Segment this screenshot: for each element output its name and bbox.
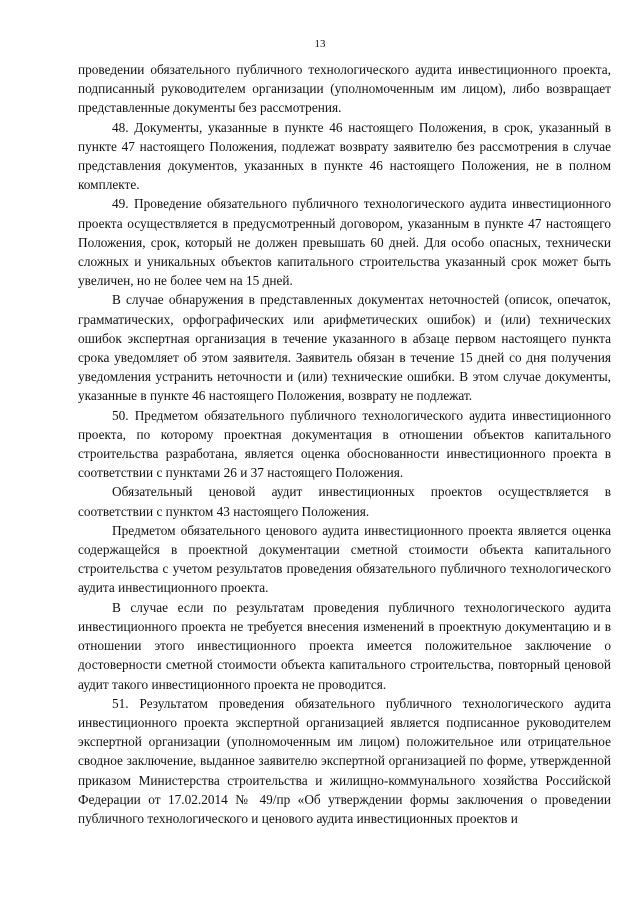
paragraph-item-50: 50. Предметом обязательного публичного технологического аудита инвестиционного проекта, по которому проектная документация в отношении объектов капитального строительства разработана, является оценка обоснованности инвестиционного проекта в соответствии с пунктами 26 и 37 настоящего Положения. [78, 407, 611, 481]
paragraph-item-49-errors: В случае обнаружения в представленных документах неточностей (описок, опечаток, грамматических, орфографических или арифметических ошибок) и (или) технических ошибок экспертная организация в течение указанного в абзаце первом настоящего пункта срока уведомляет об этом заявителя. Заявитель обязан в течение 15 дней со дня получения уведомления устранить неточности и (или) технические ошибки. В этом случае документы, указанные в пункте 46 настоящего Положения, возврату не подлежат. [78, 292, 611, 404]
paragraph-item-49: 49. Проведение обязательного публичного технологического аудита инвестиционного проекта осуществляется в предусмотренный договором, указанным в пункте 47 настоящего Положения, срок, который не должен превышать 60 дней. Для особо опасных, технически сложных и уникальных объектов капитального строительства указанный срок может быть увеличен, но не более чем на 15 дней. [78, 196, 611, 289]
paragraph-no-repeat-audit: В случае если по результатам проведения публичного технологического аудита инвестиционного проекта не требуется внесения изменений в проектную документацию и в отношении этого инвестиционного проекта имеется положительное заключение о достоверности сметной стоимости объекта капитального строительства, повторный ценовой аудит такого инвестиционного проекта не проводится. [78, 599, 611, 692]
page-number: 13 [314, 38, 326, 50]
document-body [78, 60, 611, 828]
paragraph-item-51: 51. Результатом проведения обязательного публичного технологического аудита инвестиционного проекта экспертной организацией является подписанное руководителем экспертной организации (уполномоченным им лицом) положительное или отрицательное сводное заключение, выданное заявителю экспертной организацией по форме, утвержденной приказом Министерства строительства и жилищно-коммунального хозяйства Российской Федерации от 17.02.2014 № 49/пр «Об утверждении формы заключения о проведении публичного технологического и ценового аудита инвестиционных проектов и [78, 695, 611, 826]
paragraph-item-48: 48. Документы, указанные в пункте 46 настоящего Положения, в срок, указанный в пункте 47 настоящего Положения, подлежат возврату заявителю без рассмотрения в случае представления документов, указанных в пункте 46 настоящего Положения, не в полном комплекте. [78, 119, 611, 193]
paragraph-continuation: проведении обязательного публичного технологического аудита инвестиционного проекта, подписанный руководителем организации (уполномоченным им лицом), либо возвращает представленные документы без рассмотрения. [78, 62, 611, 116]
paragraph-price-audit-subject: Предметом обязательного ценового аудита инвестиционного проекта является оценка содержащейся в проектной документации сметной стоимости объекта капитального строительства с учетом результатов проведения обязательного публичного технологического аудита инвестиционного проекта. [78, 522, 611, 596]
paragraph-price-audit: Обязательный ценовой аудит инвестиционных проектов осуществляется в соответствии с пунктом 43 настоящего Положения. [78, 484, 611, 519]
